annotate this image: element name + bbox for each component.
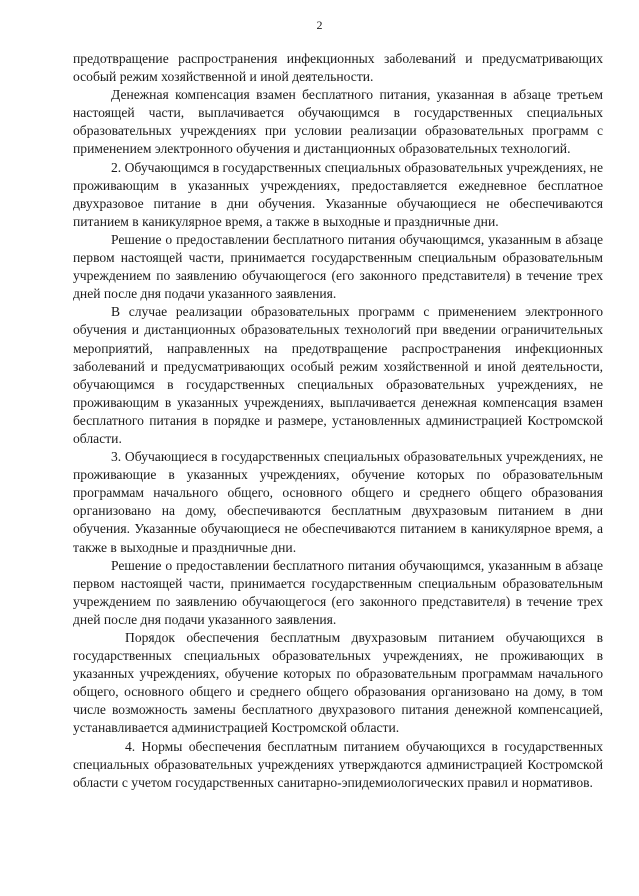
paragraph-item-3-decision: Решение о предоставлении бесплатного питания обучающимся, указанным в абзаце первом настоящей части, принимается государственным специальным образовательным учреждением по заявлению обучающегося (его законного представителя) в течение трех дней после дня подачи указанного заявления. xyxy=(73,557,603,627)
paragraph-item-2-distance-learning: В случае реализации образовательных программ с применением электронного обучения и дистанционных образовательных технологий при введении ограничительных мероприятий, направленных на предотвращение распространения инфекционных заболеваний и предусматривающих особый режим хозяйственной и иной деятельности, обучающимся в государственных специальных образовательных учреждениях, не проживающим в указанных учреждениях, выплачивается денежная компенсация взамен бесплатного питания в порядке и размере, установленных администрацией Костромской области. xyxy=(73,304,603,446)
paragraph-item-2-decision: Решение о предоставлении бесплатного питания обучающимся, указанным в абзаце первом настоящей части, принимается государственным специальным образовательным учреждением по заявлению обучающегося (его законного представителя) в течение трех дней после дня подачи указанного заявления. xyxy=(73,231,603,302)
paragraph-compensation: Денежная компенсация взамен бесплатного питания, указанная в абзаце третьем настоящей части, выплачивается обучающимся в государственных специальных образовательных учреждениях при условии реализации образовательных программ с применением электронного обучения и дистанционных образовательных технологий. xyxy=(73,87,603,157)
paragraph-item-3: 3. Обучающиеся в государственных специальных образовательных учреждениях, не проживающие в указанных учреждениях, обучение которых по образовательным программам начального общего, основного общего и среднего общего образования организовано на дому, обеспечиваются бесплатным двухразовым питанием в дни обучения. Указанные обучающиеся не обеспечиваются питанием в каникулярное время, а также в выходные и праздничные дни. xyxy=(73,449,603,555)
paragraph-item-3-procedure: Порядок обеспечения бесплатным двухразовым питанием обучающихся в государственных специальных образовательных учреждениях, не проживающих в указанных учреждениях, обучение которых по образовательным программам начального общего, основного общего и среднего общего образования организовано на дому, в том числе возможность замены бесплатного двухразового питания денежной компенсацией, устанавливается администрацией Костромской области. xyxy=(73,630,603,736)
paragraph-item-4: 4. Нормы обеспечения бесплатным питанием обучающихся в государственных специальных образовательных учреждениях утверждаются администрацией Костромской области с учетом государственных санитарно-эпидемиологических правил и нормативов. xyxy=(73,738,603,790)
paragraph-item-2: 2. Обучающимся в государственных специальных образовательных учреждениях, не проживающим в указанных учреждениях, предоставляется ежедневное бесплатное двухразовое питание в дни обучения. Указанные обучающиеся не обеспечиваются питанием в каникулярное время, а также в выходные и праздничные дни. xyxy=(73,159,603,229)
document-body xyxy=(73,50,603,792)
paragraph-continuation: предотвращение распространения инфекционных заболеваний и предусматривающих особый режим хозяйственной и иной деятельности. xyxy=(73,51,603,85)
page-number: 2 xyxy=(316,18,323,32)
